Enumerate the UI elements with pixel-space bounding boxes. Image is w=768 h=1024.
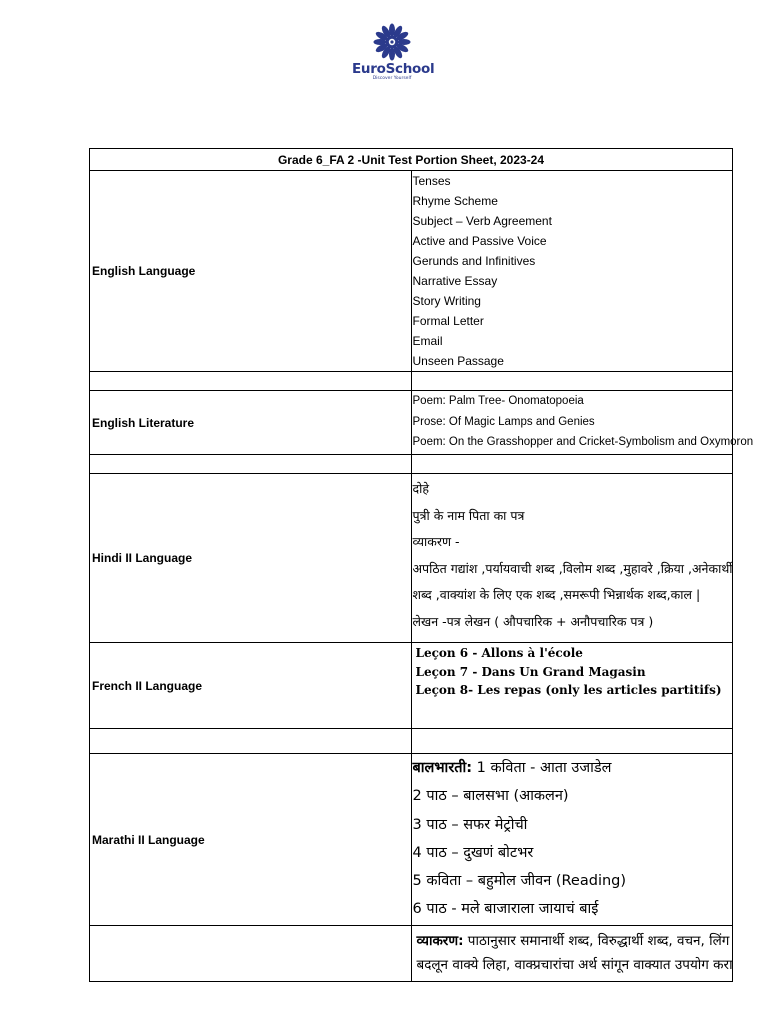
row-marathi xyxy=(90,754,733,926)
title-row xyxy=(90,149,733,171)
topic-item: Prose: Of Magic Lamps and Genies xyxy=(412,415,595,428)
subject-french: French II Language xyxy=(90,643,412,729)
subject-hindi: Hindi II Language xyxy=(90,474,412,643)
topic-item: Poem: On the Grasshopper and Cricket-Symbolism and Oxymoron xyxy=(412,436,754,448)
topic-item: Leçon 8- Les repas (only les articles partitifs) xyxy=(415,683,722,697)
star-flower-logo-icon xyxy=(372,22,412,62)
topic-item: Poem: Palm Tree- Onomatopoeia xyxy=(412,395,584,407)
row-english-literature xyxy=(90,391,733,455)
topic-item xyxy=(413,754,733,782)
row-french xyxy=(90,643,733,729)
topics-marathi xyxy=(411,754,733,926)
row-english-language xyxy=(90,171,733,372)
topics-french xyxy=(411,643,733,729)
topic-item: Story Writing xyxy=(412,294,481,308)
topic-item: 6 पाठ - मले बाजाराला जायाचं बाई xyxy=(412,901,599,918)
spacer-row xyxy=(90,455,733,474)
topic-text: 1 कविता - आता उजाडेल xyxy=(472,760,612,776)
topic-item: Tenses xyxy=(412,174,451,188)
logo-tagline: Discover Yourself xyxy=(372,76,412,81)
row-hindi xyxy=(90,474,733,643)
topic-item: Narrative Essay xyxy=(412,274,498,288)
subject-english-language: English Language xyxy=(90,171,412,372)
subject-marathi: Marathi II Language xyxy=(90,754,412,926)
topics-english-language xyxy=(411,171,733,372)
topic-item: Leçon 7 - Dans Un Grand Magasin xyxy=(415,664,646,679)
topic-item: Gerunds and Infinitives xyxy=(412,254,536,268)
empty-subject-cell xyxy=(90,926,412,982)
euroschool-logo xyxy=(352,22,435,81)
topic-item: Subject – Verb Agreement xyxy=(412,214,552,228)
topics-hindi xyxy=(411,474,733,643)
topic-item: 2 पाठ – बालसभा (आकलन) xyxy=(412,788,569,805)
topic-item: बदलून वाक्ये लिहा, वाक्प्रचारांचा अर्थ सांगून वाक्यात उपयोग करा xyxy=(416,957,733,973)
topic-item: पुत्री के नाम पिता का पत्र xyxy=(412,507,525,523)
topic-item: Email xyxy=(412,334,443,348)
topic-text: पाठानुसार समानार्थी शब्द, विरुद्धार्थी शब्द, वचन, लिंग xyxy=(463,933,730,949)
spacer-row xyxy=(90,372,733,391)
balbharati-label: बालभारती: xyxy=(412,760,473,776)
topic-item: Formal Letter xyxy=(412,314,484,328)
topic-item: व्याकरण - xyxy=(412,534,460,549)
logo-name: EuroSchool xyxy=(352,61,435,77)
spacer-row xyxy=(90,729,733,754)
topic-item: Rhyme Scheme xyxy=(412,194,498,208)
topic-item: अपठित गद्यांश ,पर्यायवाची शब्द ,विलोम शब्द ,मुहावरे ,क्रिया ,अनेकार्थी xyxy=(412,560,733,576)
topics-english-literature xyxy=(411,391,754,455)
vyakaran-label: व्याकरण: xyxy=(416,933,464,949)
topic-item: Active and Passive Voice xyxy=(412,234,547,248)
row-vyakaran xyxy=(90,926,733,982)
topic-item: 5 कविता – बहुमोल जीवन (Reading) xyxy=(412,873,627,890)
subject-english-literature: English Literature xyxy=(90,391,412,455)
topic-item: शब्द ,वाक्यांश के लिए एक शब्द ,समरूपी भिन्नार्थक शब्द,काल | xyxy=(412,587,701,602)
topic-item: 4 पाठ – दुखणं बोटभर xyxy=(412,844,534,861)
topic-item: दोहे xyxy=(412,481,430,496)
topic-item: 3 पाठ – सफर मेट्रोची xyxy=(412,816,528,833)
topics-vyakaran xyxy=(411,926,733,982)
table-title: Grade 6_FA 2 -Unit Test Portion Sheet, 2023-24 xyxy=(90,149,733,171)
topic-item: लेखन -पत्र लेखन ( औपचारिक + अनौपचारिक पत्र ) xyxy=(412,613,654,629)
topic-item: Unseen Passage xyxy=(412,354,504,368)
topic-item: Leçon 6 - Allons à l'école xyxy=(415,646,583,660)
topic-item xyxy=(413,929,733,953)
portion-sheet-table xyxy=(89,148,754,982)
